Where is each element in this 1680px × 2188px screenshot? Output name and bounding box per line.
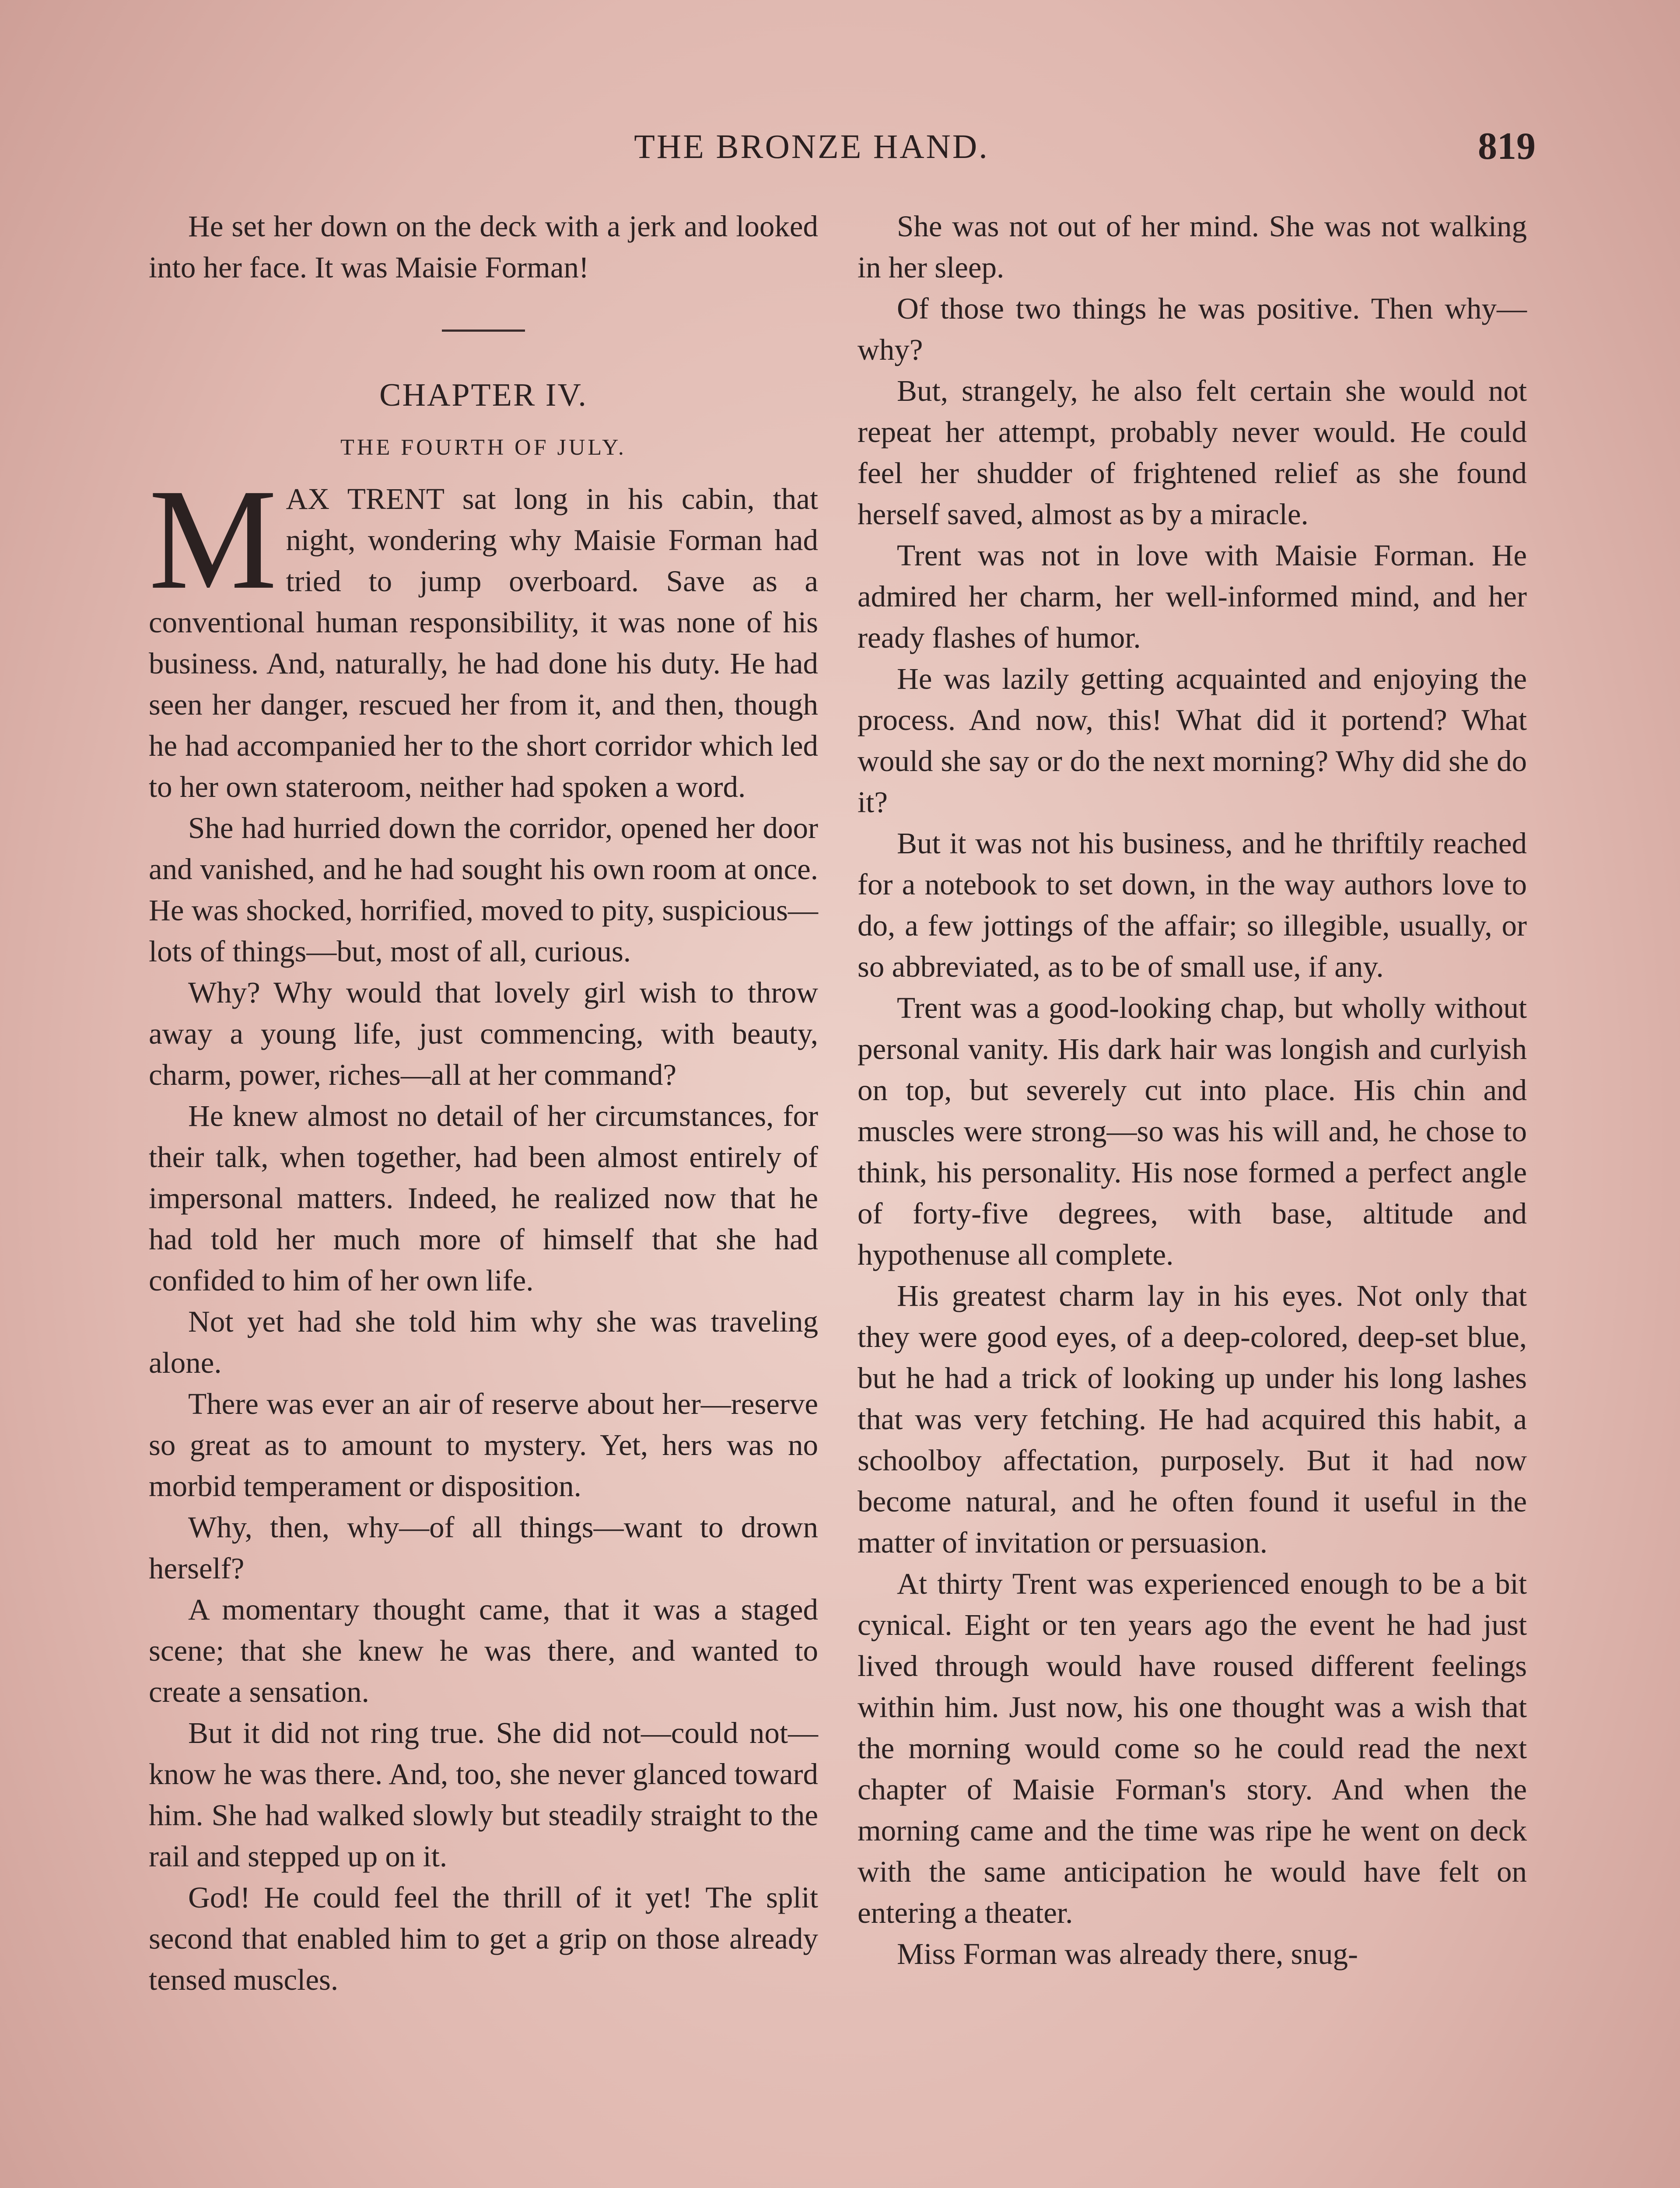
drop-cap: M <box>149 459 277 619</box>
paragraph: She had hurried down the corridor, opened her door and vanished, and he had sought his own room at once. He was shocked, horrified, moved to pity, suspicious—lots of things—but, most of all, curious. <box>149 811 818 968</box>
paragraph: A momentary thought came, that it was a staged scene; that she knew he was there, and wanted to create a sensation. <box>149 1593 818 1708</box>
paragraph: His greatest charm lay in his eyes. Not only that they were good eyes, of a deep-colored, deep-set blue, but he had a trick of looking up under his long lashes that was very fetching. He had acquired this habit, a schoolboy affectation, purposely. But it had now become natural, and he often found it useful in the matter of invitation or persuasion. <box>858 1279 1527 1559</box>
paragraph: But it was not his business, and he thriftily reached for a notebook to set down, in the way authors love to do, a few jottings of the affair; so illegible, usually, or so abbreviated, as to be of small use, if any. <box>858 827 1527 983</box>
paragraph: Of those two things he was positive. Then why—why? <box>858 292 1527 366</box>
paragraph: He knew almost no detail of her circumstances, for their talk, when together, had been almost entirely of impersonal matters. Indeed, he realized now that he had told her much more of himself that she had confided to him of her own life. <box>149 1099 818 1297</box>
paragraph: Trent was not in love with Maisie Forman. He admired her charm, her well-informed mind, and her ready flashes of humor. <box>858 539 1527 654</box>
paragraph: God! He could feel the thrill of it yet! The split second that enabled him to get a grip on those already tensed muscles. <box>149 1881 818 1996</box>
paragraph: At thirty Trent was experienced enough to be a bit cynical. Eight or ten years ago the event he had just lived through would have roused different feelings within him. Just now, his one thought was a wish that the morning would come so he could read the next chapter of Maisie Forman's story. And when the morning came and the time was ripe he went on deck with the same anticipation he would have felt on entering a theater. <box>858 1567 1527 1929</box>
opening-paragraph <box>149 459 818 807</box>
paragraph: But it did not ring true. She did not—could not—know he was there. And, too, she never glanced toward him. She had walked slowly but steadily straight to the rail and stepped up on it. <box>149 1716 818 1873</box>
paragraph: There was ever an air of reserve about her—reserve so great as to amount to mystery. Yet, hers was no morbid temperament or disposition. <box>149 1387 818 1503</box>
running-title: THE BRONZE HAND. <box>634 127 989 165</box>
paragraph: Not yet had she told him why she was traveling alone. <box>149 1305 818 1379</box>
section-divider <box>442 330 525 332</box>
right-column <box>858 206 1527 1974</box>
page-number: 819 <box>1478 125 1536 168</box>
paragraph: Miss Forman was already there, snug- <box>897 1937 1358 1971</box>
paragraph: Trent was a good-looking chap, but wholly without personal vanity. His dark hair was longish and curlyish on top, but severely cut into place. His chin and muscles were strong—so was his will and, he chose to think, his personality. His nose formed a perfect angle of forty-five degrees, with base, altitude and hypothenuse all complete. <box>858 991 1527 1271</box>
left-column <box>149 206 818 2000</box>
running-head <box>0 127 1680 179</box>
chapter-title: CHAPTER IV. <box>379 377 588 413</box>
paragraph: He was lazily getting acquainted and enjoying the process. And now, this! What did it portend? What would she say or do the next morning? Why did she do it? <box>858 662 1527 819</box>
paragraph: Why, then, why—of all things—want to drown herself? <box>149 1511 818 1585</box>
paragraph: Why? Why would that lovely girl wish to throw away a young life, just commencing, with beauty, charm, power, riches—all at her command? <box>149 976 818 1091</box>
chapter-subtitle: THE FOURTH OF JULY. <box>340 435 626 460</box>
opening-text: AX TRENT sat long in his cabin, that night, wondering why Maisie Forman had tried to jump overboard. Save as a conventional human responsibility, it was none of his business. And, naturally, he had done his duty. He had seen her danger, rescued her from it, and then, though he had accompanied her to the short corridor which led to her own stateroom, neither had spoken a word. <box>149 482 818 803</box>
paragraph: She was not out of her mind. She was not walking in her sleep. <box>858 210 1527 284</box>
paragraph: He set her down on the deck with a jerk and looked into her face. It was Maisie Forman! <box>149 210 818 284</box>
paragraph: But, strangely, he also felt certain she would not repeat her attempt, probably never would. He could feel her shudder of frightened relief as she found herself saved, almost as by a miracle. <box>858 374 1527 531</box>
